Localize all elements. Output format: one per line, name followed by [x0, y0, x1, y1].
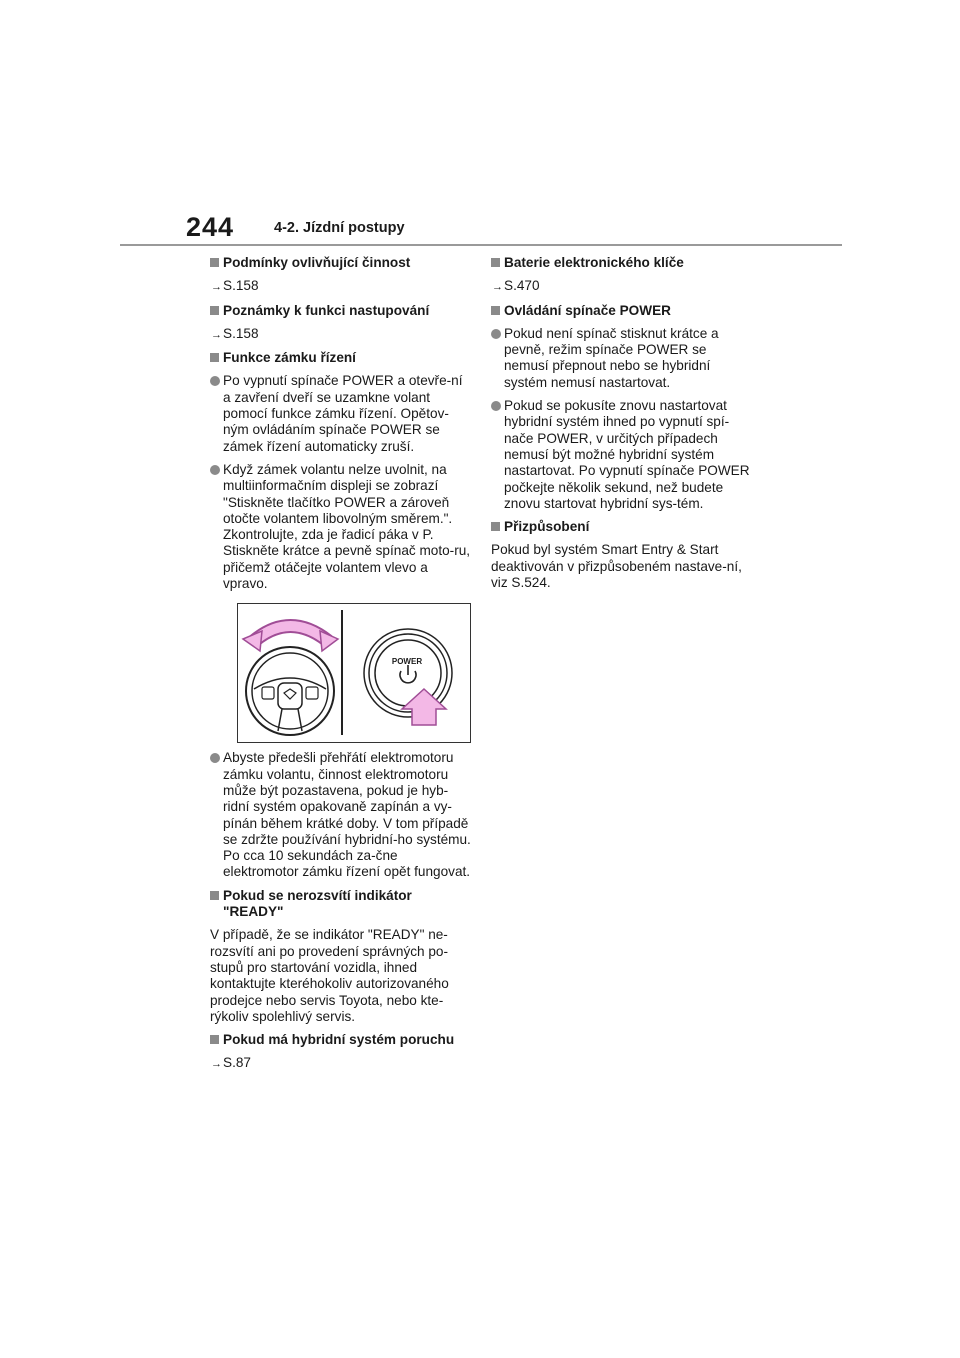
list-item: Když zámek volantu nelze uvolnit, na multiinformačním displeji se zobrazí "Stiskněte tlačítko POWER a zároveň otočte volantem libovolným směrem.". Zkontrolujte, zda je řadicí páka v P. Stiskněte krátce a pevně spínač moto-ru, přičemž otáčejte volantem vlevo a vpravo. — [210, 462, 472, 592]
heading-key-battery: Baterie elektronického klíče — [491, 255, 753, 271]
circle-bullet-icon — [210, 753, 220, 763]
power-button-icon — [346, 605, 468, 741]
right-column — [491, 255, 753, 598]
heading-power-switch: Ovládání spínače POWER — [491, 303, 753, 319]
reference-link[interactable]: →S.470 — [492, 278, 540, 294]
square-bullet-icon — [210, 1035, 219, 1044]
figure-divider — [341, 610, 343, 735]
section-title: 4-2. Jízdní postupy — [274, 220, 405, 236]
paragraph: V případě, že se indikátor "READY" ne-rozsvítí ani po provedení správných po-stupů pro startování vozidla, ihned kontaktujte kteréhokoliv autorizovaného prodejce nebo servis Toyota, nebo kte-rýkoliv spolehlivý servis. — [210, 927, 449, 1024]
list-item: Abyste předešli přehřátí elektromotoru zámku volantu, činnost elektromotoru může být pozastavena, pokud je hyb-ridní systém opakovaně zapínán a vy-pínán během krátké doby. V tom případě se zdržte používání hybridní-ho systému. Po cca 10 sekundách za-čne elektromotor zámku řízení opět fungovat. — [210, 750, 472, 880]
square-bullet-icon — [210, 258, 219, 267]
circle-bullet-icon — [491, 329, 501, 339]
heading-customization: Přizpůsobení — [491, 519, 753, 535]
list-item: Po vypnutí spínače POWER a otevře-ní a zavření dveří se uzamkne volant pomocí funkce zámku řízení. Opětov-ným ovládáním spínače POWER se zámek řízení automaticky zruší. — [210, 373, 472, 454]
steering-wheel-icon — [240, 605, 340, 741]
arrow-right-icon: → — [492, 281, 503, 294]
reference-link[interactable]: →S.87 — [211, 1055, 251, 1071]
circle-bullet-icon — [491, 401, 501, 411]
reference-link[interactable]: →S.158 — [211, 278, 259, 294]
reference-link[interactable]: →S.158 — [211, 325, 259, 341]
heading-conditions: Podmínky ovlivňující činnost — [210, 255, 472, 271]
power-button-label: POWER — [391, 657, 423, 667]
arrow-right-icon: → — [211, 328, 222, 341]
square-bullet-icon — [491, 258, 500, 267]
paragraph: Pokud byl systém Smart Entry & Start deaktivován v přizpůsobeném nastave-ní, viz S.524. — [491, 542, 742, 591]
square-bullet-icon — [210, 891, 219, 900]
square-bullet-icon — [491, 522, 500, 531]
heading-entry-notes: Poznámky k funkci nastupování — [210, 303, 472, 319]
square-bullet-icon — [491, 306, 500, 315]
steering-power-illustration — [237, 603, 471, 743]
square-bullet-icon — [210, 306, 219, 315]
list-item: Pokud se pokusíte znovu nastartovat hybridní systém ihned po vypnutí spí-nače POWER, v určitých případech nemusí být možné hybridní systém nastartovat. Po vypnutí spínače POWER počkejte několik sekund, než budete znovu startovat hybridní sys-tém. — [491, 398, 753, 512]
circle-bullet-icon — [210, 376, 220, 386]
circle-bullet-icon — [210, 465, 220, 475]
list-item: Pokud není spínač stisknut krátce a pevně, režim spínače POWER se nemusí přepnout nebo se hybridní systém nemusí nastartovat. — [491, 326, 753, 391]
heading-steering-lock: Funkce zámku řízení — [210, 350, 472, 366]
heading-ready-indicator: Pokud se nerozsvítí indikátor "READY" — [210, 888, 472, 921]
arrow-right-icon: → — [211, 281, 222, 294]
page-number: 244 — [186, 212, 235, 242]
header-rule — [120, 244, 842, 246]
square-bullet-icon — [210, 353, 219, 362]
arrow-right-icon: → — [211, 1058, 222, 1071]
heading-hybrid-malfunction: Pokud má hybridní systém poruchu — [210, 1032, 472, 1048]
left-column — [210, 255, 472, 1080]
